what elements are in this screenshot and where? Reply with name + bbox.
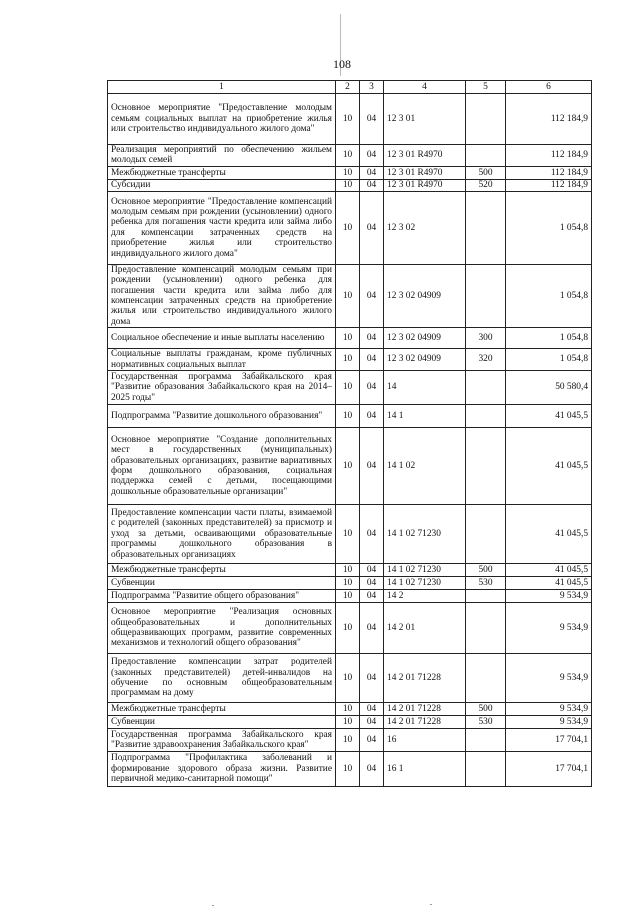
row-type-cell: [466, 505, 506, 564]
row-col3-cell: 04: [360, 349, 384, 371]
row-amount-cell: 17 704,1: [506, 752, 592, 787]
row-amount-cell: 41 045,5: [506, 577, 592, 590]
row-code-cell: 14: [384, 371, 466, 405]
row-col3-cell: 04: [360, 328, 384, 349]
row-col3-cell: 04: [360, 166, 384, 179]
row-name-cell: Межбюджетные трансферты: [108, 166, 336, 179]
table-row: [108, 405, 592, 428]
row-type-cell: [466, 264, 506, 327]
row-code-cell: 16 1: [384, 752, 466, 787]
row-name-cell: Предоставление компенсации части платы, взимаемой с родителей (законных представителей) за присмотр и уход за детьми, осваивающими образовательные программы дошкольного образования в образовательных организациях: [108, 505, 336, 564]
row-name-cell: Субвенции: [108, 716, 336, 729]
row-col3-cell: 04: [360, 729, 384, 752]
row-col2-cell: 10: [336, 405, 360, 428]
table-row: [108, 191, 592, 264]
row-name-cell: Подпрограмма "Профилактика заболеваний и формирование здорового образа жизни. Развитие первичной медико-санитарной помощи": [108, 752, 336, 787]
table-row: [108, 179, 592, 191]
scan-speck: [212, 905, 214, 906]
row-col3-cell: 04: [360, 716, 384, 729]
row-amount-cell: 9 534,9: [506, 603, 592, 654]
header-col-5: 5: [466, 81, 506, 94]
row-col3-cell: 04: [360, 703, 384, 716]
row-code-cell: 12 3 01 R4970: [384, 166, 466, 179]
row-name-cell: Предоставление компенсаций молодым семьям при рождении (усыновлении) одного ребенка для погашения части кредита или займа либо для компенсации затраченных средств на приобретение жилья или строительство индивидуального жилого дома: [108, 264, 336, 327]
row-amount-cell: 9 534,9: [506, 590, 592, 603]
row-col2-cell: 10: [336, 166, 360, 179]
row-code-cell: 14 1 02 71230: [384, 505, 466, 564]
row-name-cell: Межбюджетные трансферты: [108, 564, 336, 577]
row-code-cell: 12 3 02 04909: [384, 328, 466, 349]
table-row: [108, 428, 592, 505]
row-type-cell: [466, 428, 506, 505]
page-number: 108: [333, 57, 351, 71]
row-amount-cell: 112 184,9: [506, 94, 592, 145]
row-amount-cell: 9 534,9: [506, 654, 592, 703]
budget-table: [107, 80, 592, 787]
row-col2-cell: 10: [336, 752, 360, 787]
row-amount-cell: 1 054,8: [506, 191, 592, 264]
row-amount-cell: 41 045,5: [506, 564, 592, 577]
table-row: [108, 752, 592, 787]
table-body: [108, 94, 592, 787]
row-type-cell: [466, 371, 506, 405]
row-code-cell: 12 3 02 04909: [384, 264, 466, 327]
row-col3-cell: 04: [360, 145, 384, 167]
row-col2-cell: 10: [336, 564, 360, 577]
row-code-cell: 12 3 01: [384, 94, 466, 145]
row-col2-cell: 10: [336, 590, 360, 603]
row-code-cell: 12 3 01 R4970: [384, 145, 466, 167]
row-col3-cell: 04: [360, 590, 384, 603]
row-code-cell: 14 1 02: [384, 428, 466, 505]
table-row: [108, 654, 592, 703]
table-row: [108, 729, 592, 752]
row-col2-cell: 10: [336, 729, 360, 752]
row-name-cell: Реализация мероприятий по обеспечению жильем молодых семей: [108, 145, 336, 167]
table-row: [108, 328, 592, 349]
row-code-cell: 14 2 01 71228: [384, 703, 466, 716]
row-type-cell: [466, 729, 506, 752]
row-amount-cell: 50 580,4: [506, 371, 592, 405]
row-code-cell: 12 3 01 R4970: [384, 179, 466, 191]
table-row: [108, 564, 592, 577]
row-name-cell: Основное мероприятие "Предоставление молодым семьям социальных выплат на приобретение жилья или строительство индивидуального жилого дома": [108, 94, 336, 145]
row-col2-cell: 10: [336, 264, 360, 327]
row-col2-cell: 10: [336, 328, 360, 349]
row-col3-cell: 04: [360, 603, 384, 654]
table-row: [108, 264, 592, 327]
row-amount-cell: 1 054,8: [506, 328, 592, 349]
header-col-1: 1: [108, 81, 336, 94]
table-row: [108, 94, 592, 145]
row-amount-cell: 112 184,9: [506, 179, 592, 191]
row-name-cell: Государственная программа Забайкальского края "Развитие образования Забайкальского края на 2014–2025 годы": [108, 371, 336, 405]
row-code-cell: 16: [384, 729, 466, 752]
row-type-cell: 500: [466, 564, 506, 577]
header-row: [108, 81, 592, 94]
row-col3-cell: 04: [360, 577, 384, 590]
row-type-cell: [466, 590, 506, 603]
table-row: [108, 577, 592, 590]
row-type-cell: 500: [466, 703, 506, 716]
row-col2-cell: 10: [336, 654, 360, 703]
row-col3-cell: 04: [360, 505, 384, 564]
row-col3-cell: 04: [360, 191, 384, 264]
row-type-cell: 500: [466, 166, 506, 179]
header-col-3: 3: [360, 81, 384, 94]
row-code-cell: 14 2 01 71228: [384, 716, 466, 729]
row-name-cell: Подпрограмма "Развитие дошкольного образования": [108, 405, 336, 428]
row-col3-cell: 04: [360, 428, 384, 505]
row-code-cell: 12 3 02 04909: [384, 349, 466, 371]
row-amount-cell: 9 534,9: [506, 716, 592, 729]
row-code-cell: 14 2 01 71228: [384, 654, 466, 703]
row-name-cell: Межбюджетные трансферты: [108, 703, 336, 716]
row-code-cell: 14 1 02 71230: [384, 577, 466, 590]
row-name-cell: Субвенции: [108, 577, 336, 590]
row-col2-cell: 10: [336, 371, 360, 405]
table-row: [108, 716, 592, 729]
row-col3-cell: 04: [360, 654, 384, 703]
row-type-cell: [466, 94, 506, 145]
row-type-cell: [466, 405, 506, 428]
row-name-cell: Основное мероприятие "Предоставление компенсаций молодым семьям при рождении (усыновлении) одного ребенка для погашения части кредита или займа либо для компенсации затраченных средств на приобретение жилья или строительство индивидуального жилого дома": [108, 191, 336, 264]
row-name-cell: Государственная программа Забайкальского края "Развитие здравоохранения Забайкальского края": [108, 729, 336, 752]
row-code-cell: 14 1 02 71230: [384, 564, 466, 577]
table-row: [108, 590, 592, 603]
row-col2-cell: 10: [336, 577, 360, 590]
table-row: [108, 703, 592, 716]
row-col2-cell: 10: [336, 716, 360, 729]
row-name-cell: Основное мероприятие "Создание дополнительных мест в государственных (муниципальных) образовательных организациях, развитие вариативных форм дошкольного образования, социальная поддержка семей с детьми, посещающими дошкольные образовательные организации": [108, 428, 336, 505]
row-type-cell: [466, 145, 506, 167]
row-type-cell: [466, 191, 506, 264]
row-code-cell: 12 3 02: [384, 191, 466, 264]
row-name-cell: Социальное обеспечение и иные выплаты населению: [108, 328, 336, 349]
scan-speck: [430, 904, 432, 905]
row-type-cell: 300: [466, 328, 506, 349]
row-type-cell: [466, 654, 506, 703]
row-code-cell: 14 1: [384, 405, 466, 428]
row-code-cell: 14 2: [384, 590, 466, 603]
row-name-cell: Подпрограмма "Развитие общего образования": [108, 590, 336, 603]
table-row: [108, 349, 592, 371]
row-type-cell: 530: [466, 716, 506, 729]
row-col2-cell: 10: [336, 703, 360, 716]
table-row: [108, 603, 592, 654]
row-col3-cell: 04: [360, 264, 384, 327]
row-type-cell: 530: [466, 577, 506, 590]
row-amount-cell: 41 045,5: [506, 505, 592, 564]
header-col-2: 2: [336, 81, 360, 94]
row-type-cell: [466, 752, 506, 787]
table-row: [108, 145, 592, 167]
row-code-cell: 14 2 01: [384, 603, 466, 654]
row-name-cell: Субсидии: [108, 179, 336, 191]
row-type-cell: [466, 603, 506, 654]
row-col3-cell: 04: [360, 94, 384, 145]
row-col2-cell: 10: [336, 505, 360, 564]
row-type-cell: 520: [466, 179, 506, 191]
row-amount-cell: 1 054,8: [506, 264, 592, 327]
row-amount-cell: 17 704,1: [506, 729, 592, 752]
row-name-cell: Основное мероприятие "Реализация основных общеобразовательных и дополнительных общеразвивающих программ, развитие современных механизмов и технологий общего образования": [108, 603, 336, 654]
row-col3-cell: 04: [360, 371, 384, 405]
row-amount-cell: 9 534,9: [506, 703, 592, 716]
row-type-cell: 320: [466, 349, 506, 371]
header-col-4: 4: [384, 81, 466, 94]
row-name-cell: Предоставление компенсации затрат родителей (законных представителей) детей-инвалидов на обучение по основным общеобразовательным программам на дому: [108, 654, 336, 703]
row-col3-cell: 04: [360, 752, 384, 787]
table-row: [108, 166, 592, 179]
row-col2-cell: 10: [336, 145, 360, 167]
row-col2-cell: 10: [336, 349, 360, 371]
table-row: [108, 371, 592, 405]
row-col3-cell: 04: [360, 179, 384, 191]
row-amount-cell: 112 184,9: [506, 145, 592, 167]
row-col2-cell: 10: [336, 94, 360, 145]
row-col3-cell: 04: [360, 405, 384, 428]
header-col-6: 6: [506, 81, 592, 94]
row-name-cell: Социальные выплаты гражданам, кроме публичных нормативных социальных выплат: [108, 349, 336, 371]
row-amount-cell: 41 045,5: [506, 428, 592, 505]
row-amount-cell: 41 045,5: [506, 405, 592, 428]
table-row: [108, 505, 592, 564]
row-col2-cell: 10: [336, 603, 360, 654]
row-col3-cell: 04: [360, 564, 384, 577]
row-col2-cell: 10: [336, 428, 360, 505]
row-col2-cell: 10: [336, 191, 360, 264]
row-amount-cell: 1 054,8: [506, 349, 592, 371]
row-amount-cell: 112 184,9: [506, 166, 592, 179]
row-col2-cell: 10: [336, 179, 360, 191]
